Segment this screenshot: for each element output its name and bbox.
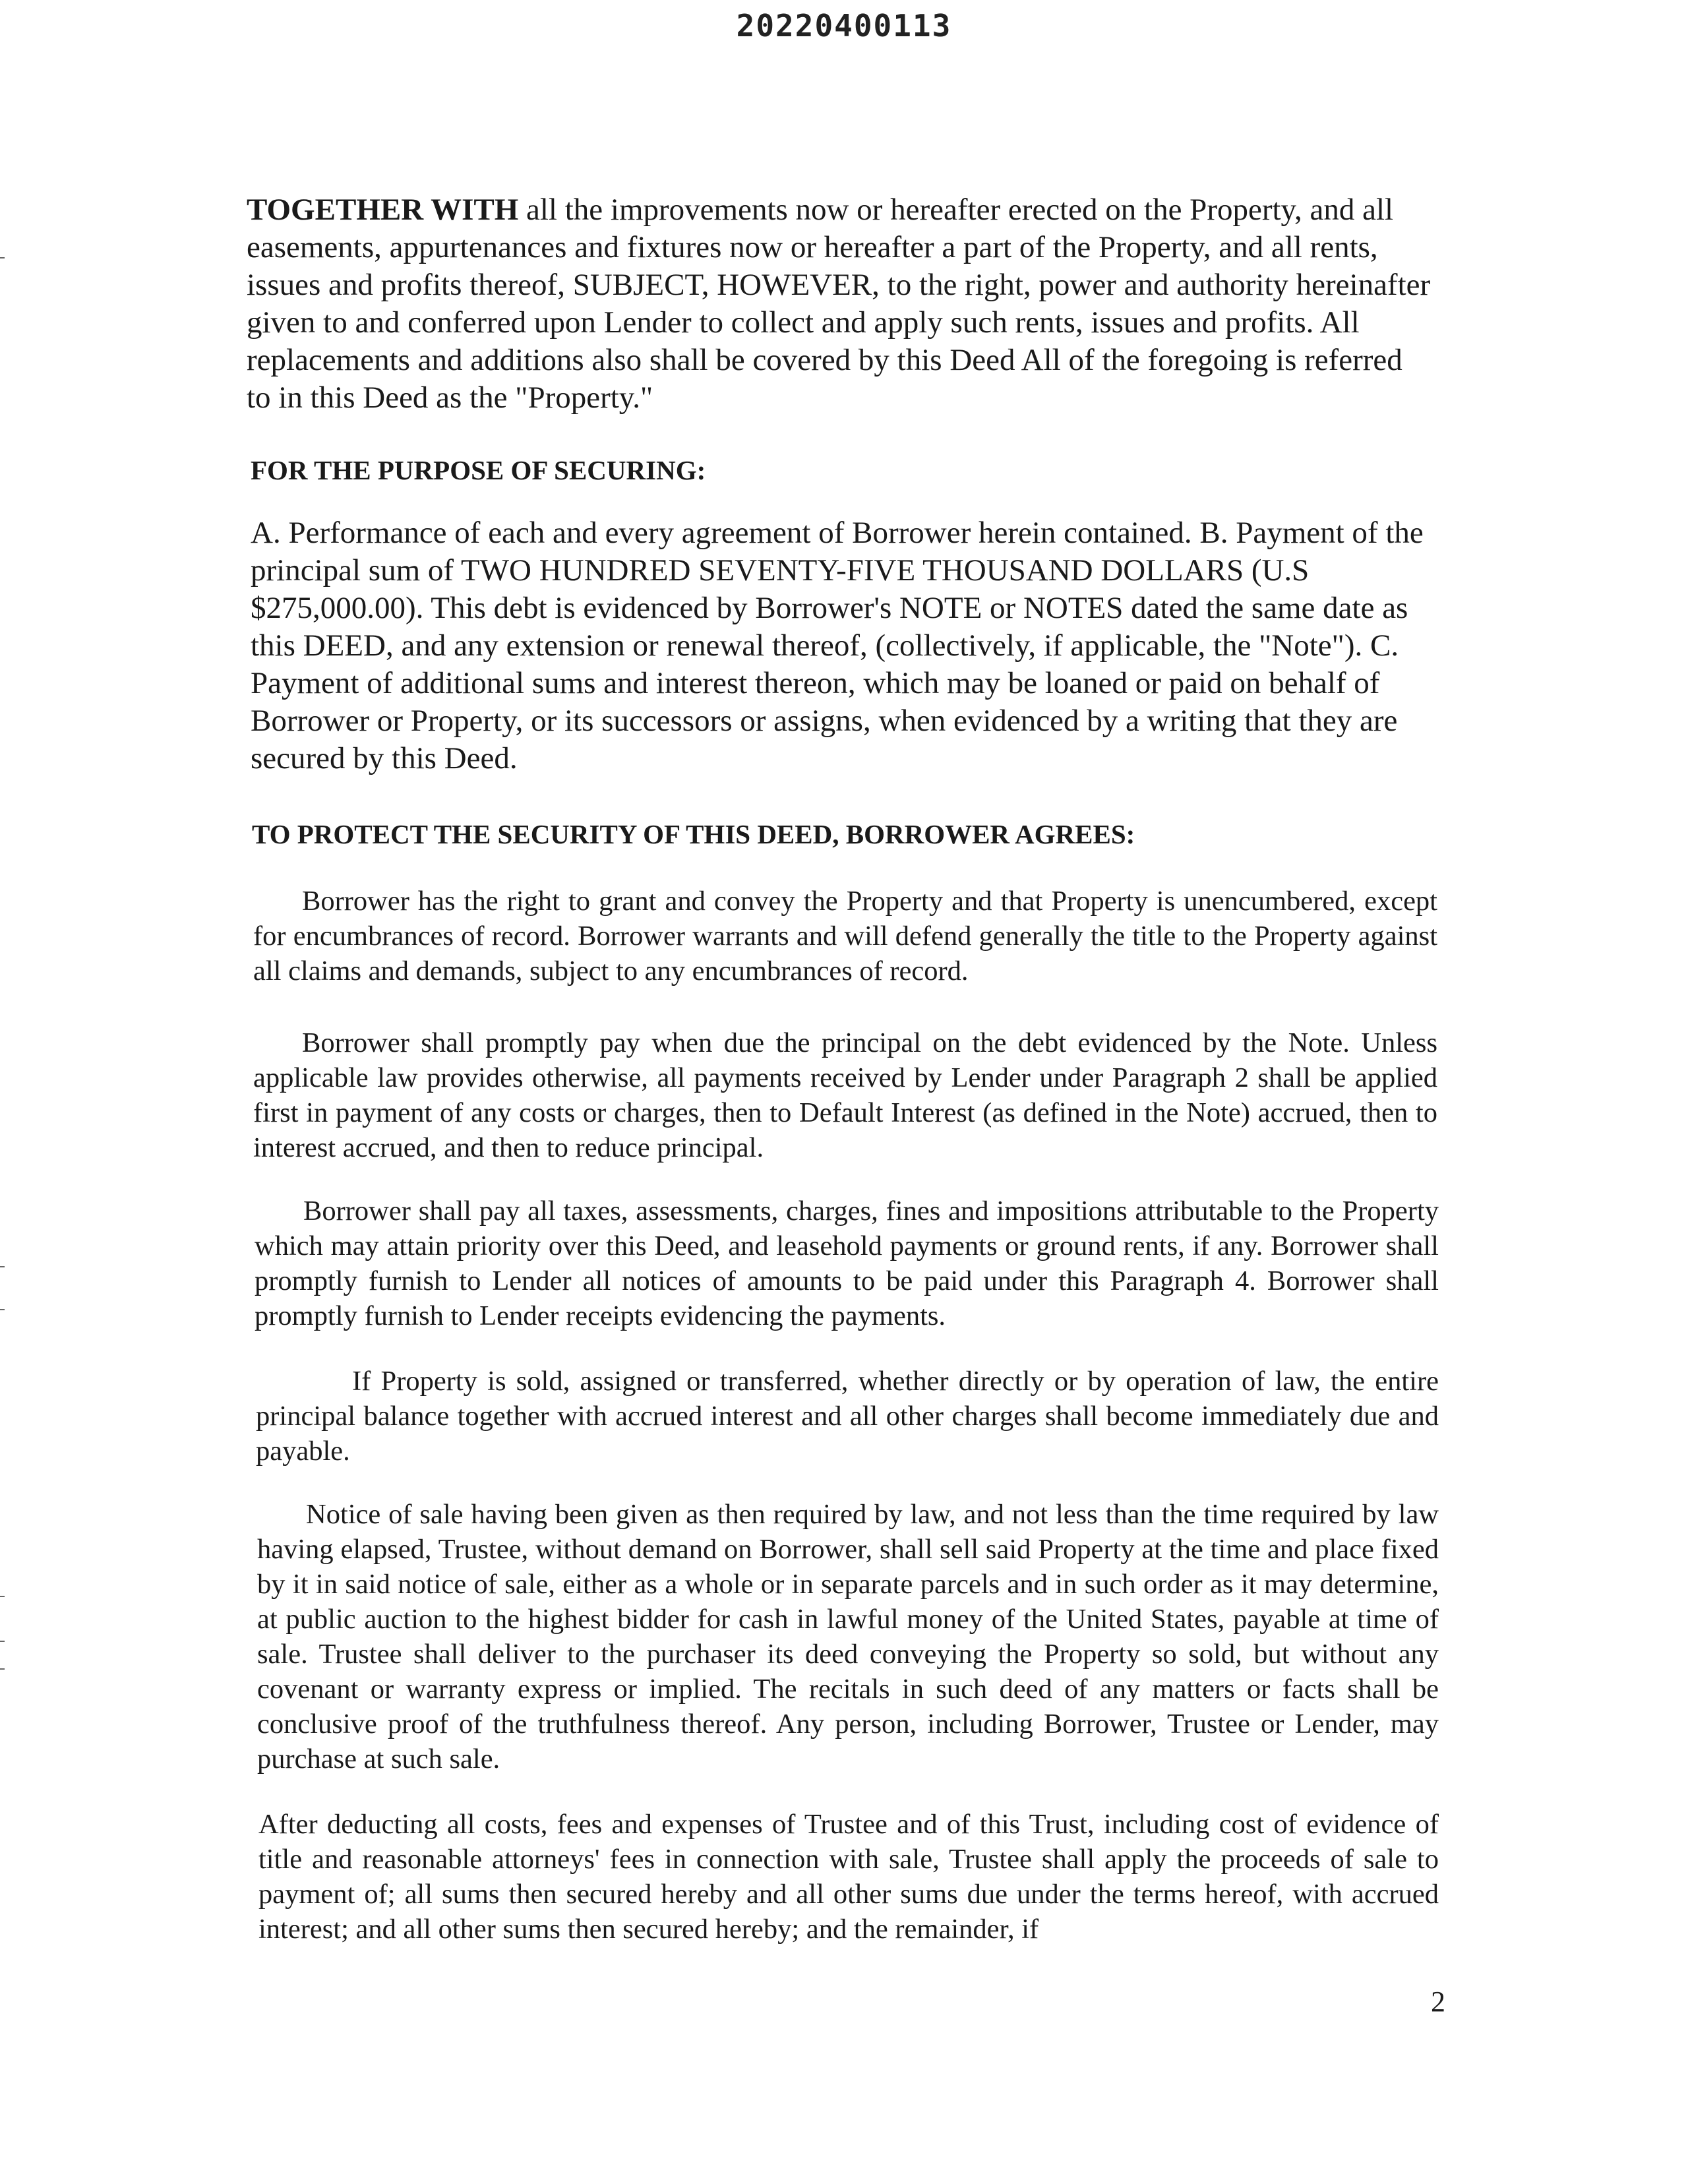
margin-mark [0, 1309, 5, 1310]
margin-mark [0, 1596, 5, 1597]
recording-number: 20220400113 [736, 8, 952, 44]
paragraph-notice-of-sale: Notice of sale having been given as then required by law, and not less than the time required by law having elapsed, Trustee, without demand on Borrower, shall sell said Property at the time and place fixed by it in said notice of sale, either as a whole or in separate parcels and in such order as it may determine, at public auction to the highest bidder for cash in lawful money of the United States, payable at time of sale. Trustee shall deliver to the purchaser its deed conveying the Property so sold, but without any covenant or warranty express or implied. The recitals in such deed of any matters or facts shall be conclusive proof of the truthfulness thereof. Any person, including Borrower, Trustee or Lender, may purchase at such sale. [257, 1499, 1439, 1774]
paragraph-payment-principal: Borrower shall promptly pay when due the principal on the debt evidenced by the Note. Unless applicable law provides otherwise, all payments received by Lender under Paragraph 2 shall be applied first in payment of any costs or charges, then to Default Interest (as defined in the Note) accrued, then to interest accrued, and then to reduce principal. [253, 1027, 1437, 1163]
protect-heading: TO PROTECT THE SECURITY OF THIS DEED, BORROWER AGREES: [252, 819, 1135, 849]
margin-mark [0, 1641, 5, 1642]
purpose-heading: FOR THE PURPOSE OF SECURING: [251, 455, 706, 485]
page-number: 2 [1431, 1986, 1445, 2018]
purpose-paragraph: A. Performance of each and every agreement of Borrower herein contained. B. Payment of the principal sum of TWO HUNDRED SEVENTY-FIVE THOUSAND DOLLARS (U.S $275,000.00). This debt is evidenced by Borrower's NOTE or NOTES dated the same date as this DEED, and any extension or renewal thereof, (collectively, if applicable, the "Note"). C. Payment of additional sums and interest thereon, which may be loaned or paid on behalf of Borrower or Property, or its successors or assigns, when evidenced by a writing that they are secured by this Deed. [251, 516, 1424, 775]
paragraph-taxes: Borrower shall pay all taxes, assessments, charges, fines and impositions attributable to the Property which may attain priority over this Deed, and leasehold payments or ground rents, if any. Borrower shall promptly furnish to Lender all notices of amounts to be paid under this Paragraph 4. Borrower shall promptly furnish to Lender receipts evidencing the payments. [255, 1196, 1439, 1331]
paragraph-title-warranty: Borrower has the right to grant and convey the Property and that Property is unencumbered, except for encumbrances of record. Borrower warrants and will defend generally the title to the Property against all claims and demands, subject to any encumbrances of record. [253, 886, 1437, 986]
paragraph-proceeds: After deducting all costs, fees and expenses of Trustee and of this Trust, including cost of evidence of title and reasonable attorneys' fees in connection with sale, Trustee shall apply the proceeds of sale to payment of; all sums then secured hereby and all other sums due under the terms hereof, with accrued interest; and all other sums then secured hereby; and the remainder, if [258, 1809, 1439, 1945]
paragraph-due-on-sale: If Property is sold, assigned or transferred, whether directly or by operation of law, the entire principal balance together with accrued interest and all other charges shall become immediately due and payable. [256, 1366, 1439, 1467]
together-with-lead: TOGETHER WITH [247, 193, 519, 227]
margin-mark [0, 257, 5, 258]
together-with-text: all the improvements now or hereafter erected on the Property, and all easements, appurtenances and fixtures now or hereafter a part of the Property, and all rents, issues and profits thereof, SUBJECT, HOWEVER, to the right, power and authority hereinafter given to and conferred upon Lender to collect and apply such rents, issues and profits. All replacements and additions also shall be covered by this Deed All of the foregoing is referred to in this Deed as the "Property." [247, 193, 1431, 415]
together-with-paragraph [247, 191, 1433, 417]
margin-mark [0, 1266, 5, 1267]
margin-mark [0, 1668, 5, 1670]
